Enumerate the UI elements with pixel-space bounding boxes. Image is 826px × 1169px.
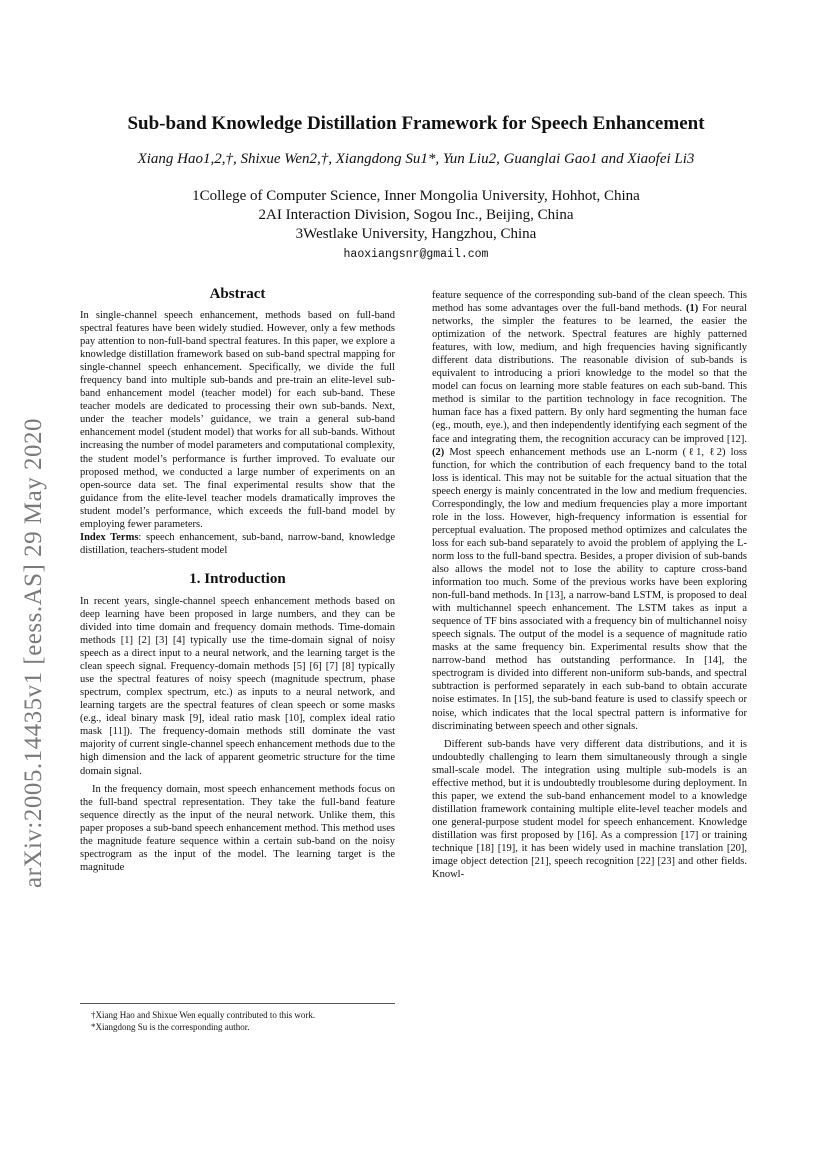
affiliations [80,187,752,244]
footnote-equal-contribution: †Xiang Hao and Shixue Wen equally contributed to this work. [91,1010,316,1020]
intro-p3-part-b: For neural networks, the simpler the features to be learned, the easier the optimization of the network. Spectral features are highly patterned features, with low, medium, and high frequencies having significantly different data distributions. The reasonable division of sub-bands is equivalent to introducing a priori knowledge to the model so that the model can focus on learning more stable features on each sub-band. This method is similar to the partition technology in face recognition. The human face has a fixed pattern. By only hard segmenting the human face (eg., mouth, eye.), and then independently identifying each segment of the face and integrating them, the recognition accuracy can be improved [12]. [432,303,747,445]
intro-paragraph-2: In the frequency domain, most speech enhancement methods focus on the full-band spectral representation. They take the full-band feature sequence directly as the input of the neural network. Unlike them, this paper proposes a sub-band speech enhancement method. This method uses the magnitude feature sequence within a certain sub-band on the noisy spectrogram as the input of the model. The learning target is the magnitude [80,783,395,873]
intro-paragraph-1: In recent years, single-channel speech enhancement methods based on deep learning have been proposed in large numbers, and they can be divided into time domain and frequency domain methods. Time-domain methods [1] [2] [3] [4] typically use the time-domain signal of noisy speech as a direct input to a neural network, and the learning target is the clean speech signal. Frequency-domain methods [5] [6] [7] [8] typically use the spectral features of noisy speech (magnitude spectrum, phase spectrum, complex spectrum, etc.) as inputs to a neural network, and learning targets are the spectral features of clean speech or some masks (e.g., ideal binary mask [9], ideal ratio mask [10], complex ideal ratio mask [11]). The frequency-domain methods still dominate the vast majority of current single-channel speech enhancement methods due to the high dimension and the lack of apparent geometric structure for the time domain signal. [80,595,395,777]
footnote-corresponding-author: *Xiangdong Su is the corresponding author. [91,1022,250,1032]
arxiv-side-stamp: arXiv:2005.14435v1 [eess.AS] 29 May 2020 [20,418,47,888]
intro-paragraph-3 [432,289,747,733]
right-column [432,289,747,881]
abstract-text: In single-channel speech enhancement, methods based on full-band spectral features have been widely studied. However, only a few methods pay attention to non-full-band spectral features. In this paper, we explore a knowledge distillation framework based on sub-band spectral mapping for single-channel speech enhancement. Specifically, we divide the full frequency band into multiple sub-bands and pre-train an elite-level sub-band enhancement model (teacher model) for each sub-band. These teacher models are dedicated to processing their own sub-bands. Next, under the teacher models’ guidance, we train a general sub-band enhancement model (student model) that works for all sub-bands. Without increasing the number of model parameters and computational complexity, the student model’s performance is further improved. To evaluate our proposed method, we conducted a large number of experiments on an open-source data set. The final experimental results show that the guidance from the elite-level teacher models dramatically improves the student model’s performance, which exceeds the full-band model by employing fewer parameters. [80,310,395,530]
intro-p3-part-c: Most speech enhancement methods use an L-norm (ℓ1, ℓ2) loss function, for which the contribution of each frequency band to the total loss is identical. This may not be suitable for the actual situation that the speech energy is mainly concentrated in the low and medium frequencies. Correspondingly, the low and medium frequencies play a more important role in the loss. However, high-frequency information is essential for perceptual evaluation. The proposed method optimizes and calculates the loss for each sub-band separately to avoid the problem of applying the L-norm loss to the full-band spectra. Besides, a proper division of sub-bands also allows the model not to lose the ability to capture cross-band information too much. Some of the previous works have been exploring non-full-band methods. In [13], a narrow-band LSTM, is proposed to deal with multichannel speech enhancement. The LSTM takes as input a sequence of TF bins associated with a frequency bin of multichannel noisy speech signals. The output of the model is a sequence of magnitude ratio masks at the same frequency bin. Experimental results show that the narrow-band method has outstanding performance. In [14], the spectrogram is divided into different non-uniform sub-bands, and spectral subtraction is performed separately in each sub-band to obtain accurate noise estimates. In [15], the sub-band feature is used to classify speech or noise, which indicates that the local spectral pattern is informative for discriminating between speech and other signals. [432,446,747,732]
affiliation-3: 3Westlake University, Hangzhou, China [295,226,537,242]
intro-paragraph-4: Different sub-bands have very different data distributions, and it is undoubtedly challenging to learn them simultaneously through a single small-scale model. The integration using multiple sub-models is an effective method, but it is undoubtedly troublesome during deployment. In this paper, we extend the sub-band enhancement model to a knowledge distillation framework containing multiple elite-level teacher models and one general-purpose student model for speech enhancement. Knowledge distillation was first proposed by [16]. As a compression [17] or training technique [18] [19], it has been widely used in machine translation [20], image object detection [21], speech recognition [22] [23] and other fields. Knowl- [432,738,747,881]
contact-email[interactable]: haoxiangsnr@gmail.com [343,248,489,261]
advantage-marker-2: (2) [432,446,445,458]
affiliation-1: 1College of Computer Science, Inner Mongolia University, Hohhot, China [192,188,640,204]
intro-p3-part-a: feature sequence of the corresponding sub-band of the clean speech. This method has some advantages over the full-band methods. [432,290,747,315]
index-terms-label: Index Terms [80,531,139,543]
affiliation-2: 2AI Interaction Division, Sogou Inc., Beijing, China [258,207,574,223]
left-column [80,286,395,874]
paper-title: Sub-band Knowledge Distillation Framework for Speech Enhancement [127,113,705,134]
author-list: Xiang Hao1,2,†, Shixue Wen2,†, Xiangdong Su1*, Yun Liu2, Guanglai Gao1 and Xiaofei Li3 [137,151,695,167]
advantage-marker-1: (1) [686,303,699,315]
introduction-heading: 1. Introduction [189,570,286,587]
index-terms-text: : speech enhancement, sub-band, narrow-band, knowledge distillation, teachers-student model [80,531,395,556]
index-terms [80,531,395,557]
abstract-heading: Abstract [209,286,266,302]
footnotes [80,1003,395,1033]
